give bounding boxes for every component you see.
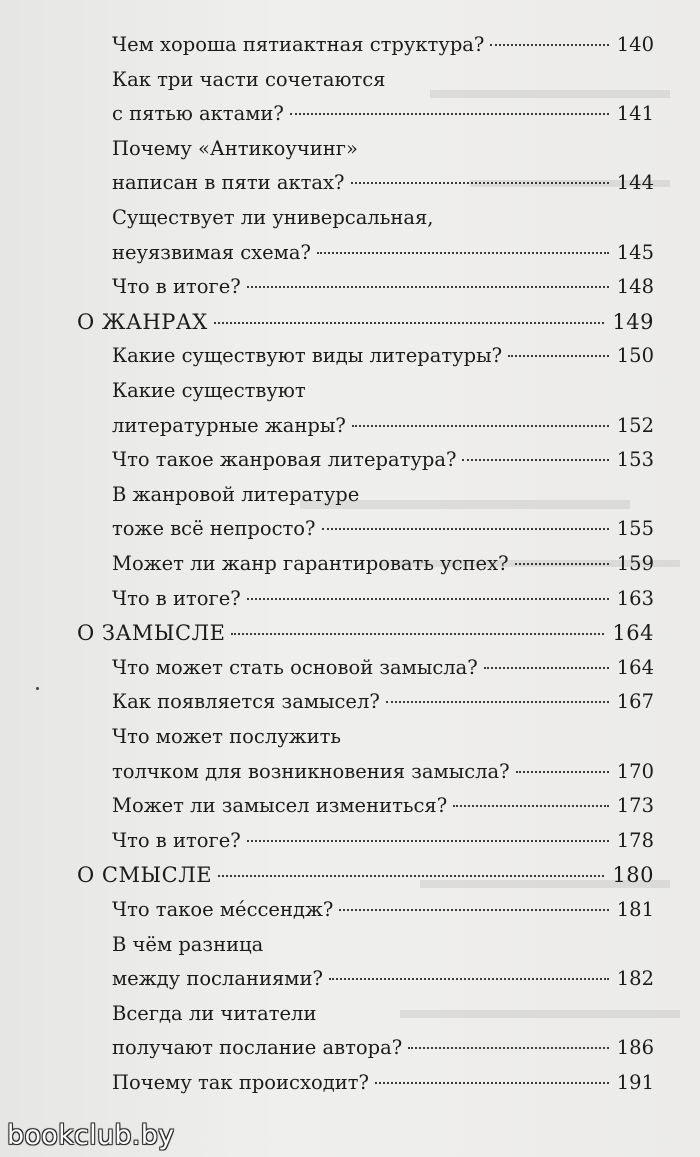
dot-leader [351,182,609,184]
dot-leader [408,1047,609,1049]
toc-entry-title: Что такое мéссендж? [112,898,334,921]
toc-subentry[interactable] [112,483,654,552]
dot-leader [386,701,609,703]
toc-entry-row [112,898,654,933]
toc-subentry[interactable] [112,448,654,483]
dot-leader [322,528,609,530]
toc-entry-row [112,102,654,137]
dot-leader [453,805,609,807]
dot-leader [352,425,609,427]
toc-entry-row [112,33,654,68]
toc-entry-title: Как появляется замысел? [112,690,380,714]
toc-entry-wrap-line [112,137,654,172]
toc-page-number: 144 [616,171,654,195]
toc-entry-title: О ЖАНРАХ [77,309,208,334]
toc-page-number: 164 [612,621,654,646]
toc-entry-title: Всегда ли читатели [112,1001,317,1025]
toc-subentry[interactable] [112,68,654,137]
toc-section-entry[interactable] [77,310,654,345]
toc-entry-title: Какие существуют виды литературы? [112,344,503,368]
toc-subentry[interactable] [112,725,654,794]
toc-entry-wrap-line [112,206,654,241]
toc-page-number: 186 [616,1036,654,1060]
toc-entry-row [112,448,654,483]
dot-leader [231,633,604,635]
toc-page-number: 191 [616,1071,654,1094]
toc-entry-row [112,241,654,276]
dot-leader [515,563,609,565]
toc-section-entry[interactable] [77,863,654,898]
toc-page-number: 181 [616,898,654,921]
toc-entry-title: Чем хороша пятиактная структура? [112,33,485,56]
toc-entry-row [112,552,654,587]
toc-entry-wrap-line [112,725,654,760]
toc-page-number: 180 [612,863,654,888]
dot-leader [247,840,609,842]
watermark-text: bookclub.by [7,1120,175,1151]
toc-entry-row [112,794,654,829]
toc-entry-row [112,690,654,725]
toc-subentry[interactable] [112,933,654,1002]
toc-entry-row [112,829,654,864]
toc-entry-title: толчком для возникновения замысла? [112,759,510,783]
toc-entry-row [112,1071,654,1106]
toc-entry-title: Что может послужить [112,725,342,748]
toc-entry-title: тоже всё непросто? [112,517,316,541]
toc-entry-title: Почему «Антикоучинг» [112,136,358,160]
toc-page-number: 153 [616,448,654,472]
dot-leader [339,909,608,911]
toc-page-number: 149 [612,309,654,334]
dot-leader [317,252,609,254]
toc-entry-title: В чём разница [112,932,264,956]
toc-page-number: 178 [616,828,654,852]
toc-entry-row [112,171,654,206]
ink-speck [36,687,39,690]
toc-subentry[interactable] [112,587,654,622]
toc-entry-row [112,344,654,379]
toc-subentry[interactable] [112,1071,654,1106]
toc-entry-title: В жанровой литературе [112,482,360,506]
toc-entry-row [77,621,654,656]
toc-entry-title: О ЗАМЫСЛЕ [77,621,226,646]
toc-page-number: 164 [616,655,654,679]
toc-entry-title: Что может стать основой замысла? [112,655,478,679]
toc-page-number: 163 [616,586,654,610]
toc-entry-wrap-line [112,483,654,518]
toc-entry-title: Может ли жанр гарантировать успех? [112,552,509,575]
toc-section-entry[interactable] [77,621,654,656]
toc-subentry[interactable] [112,344,654,379]
dot-leader [247,286,609,288]
toc-page-number: 155 [616,517,654,541]
toc-page-number: 148 [616,275,654,299]
dot-leader [490,44,608,46]
toc-entry-title: между посланиями? [112,967,323,991]
toc-entry-row [77,310,654,345]
toc-entry-wrap-line [112,933,654,968]
dot-leader [290,113,609,115]
toc-subentry[interactable] [112,656,654,691]
toc-entry-title: Какие существуют [112,379,306,402]
toc-entry-row [112,517,654,552]
toc-subentry[interactable] [112,552,654,587]
toc-subentry[interactable] [112,275,654,310]
toc-entry-row [112,760,654,795]
toc-entry-title: получают послание автора? [112,1036,403,1060]
toc-entry-title: литературные жанры? [112,413,346,437]
dot-leader [214,322,605,324]
toc-subentry[interactable] [112,690,654,725]
toc-page-number: 159 [616,552,654,575]
toc-entry-title: Что в итоге? [112,586,241,610]
toc-subentry[interactable] [112,379,654,448]
toc-page-number: 141 [616,102,654,126]
dot-leader [516,771,609,773]
toc-entry-title: Что такое жанровая литература? [112,448,457,472]
toc-entry-title: Почему так происходит? [112,1071,369,1094]
toc-entry-title: написан в пяти актах? [112,171,345,195]
toc-page-number: 152 [616,413,654,437]
toc-page-number: 173 [616,794,654,818]
toc-entry-title: Может ли замысел измениться? [112,794,448,818]
toc-page-number: 167 [616,690,654,714]
toc-subentry[interactable] [112,898,654,933]
toc-page-number: 145 [616,240,654,264]
toc-entry-wrap-line [112,379,654,414]
toc-entry-row [112,967,654,1002]
toc-subentry[interactable] [112,137,654,206]
toc-subentry[interactable] [112,1002,654,1071]
toc-entry-row [112,414,654,449]
toc-page-number: 182 [616,967,654,991]
toc-entry-title: Что в итоге? [112,828,241,852]
dot-leader [247,598,609,600]
dot-leader [375,1082,609,1084]
toc-entry-wrap-line [112,68,654,103]
toc-subentry[interactable] [112,206,654,275]
dot-leader [484,667,609,669]
toc-entry-row [112,656,654,691]
dot-leader [329,978,609,980]
toc-subentry[interactable] [112,33,654,68]
toc-entry-row [77,863,654,898]
toc-entry-title: с пятью актами? [112,102,284,126]
toc-page-number: 140 [616,33,654,56]
dot-leader [218,875,604,877]
toc-subentry[interactable] [112,829,654,864]
toc-entry-title: Что в итоге? [112,275,241,299]
dot-leader [462,459,608,461]
toc-entry-row [112,587,654,622]
toc-entry-wrap-line [112,1002,654,1037]
dot-leader [508,355,609,357]
toc-entry-row [112,1036,654,1071]
toc-entry-title: Как три части сочетаются [112,67,386,91]
toc-page-number: 170 [616,759,654,783]
toc-subentry[interactable] [112,794,654,829]
toc-page-number: 150 [616,344,654,368]
toc-entry-title: неуязвимая схема? [112,240,311,264]
toc-entry-row [112,275,654,310]
toc-entry-title: Существует ли универсальная, [112,206,434,229]
toc-entry-title: О СМЫСЛЕ [77,863,213,888]
